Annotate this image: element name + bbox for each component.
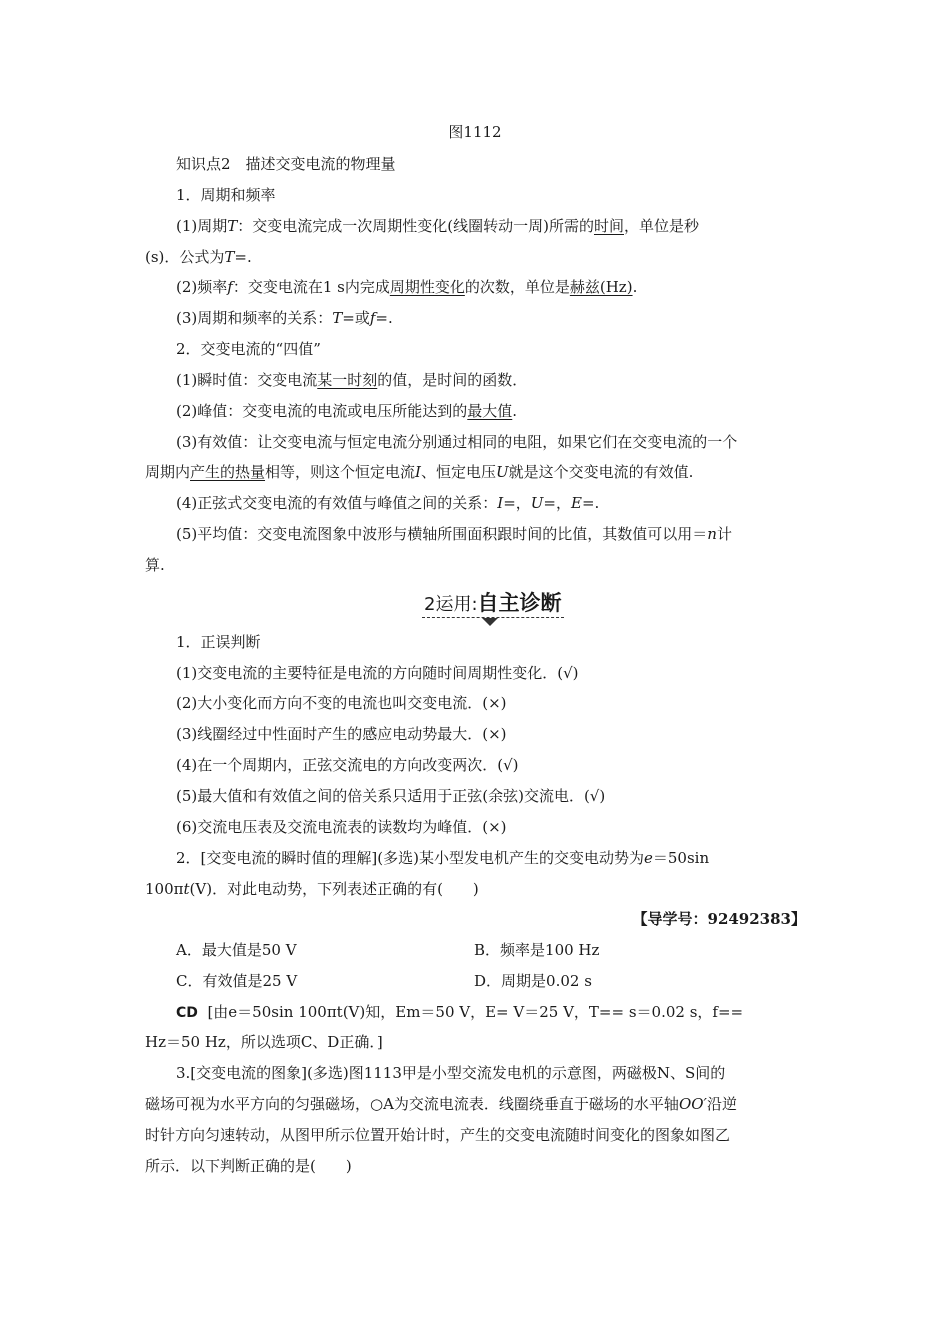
subheading-four-values: 2．交变电流的“四值” xyxy=(176,340,321,358)
question3-line1: 3.[交变电流的图象](多选)图1113甲是小型交流发电机的示意图，两磁极N、S间的 xyxy=(176,1064,726,1082)
judgement-heading: 1．正误判断 xyxy=(176,633,261,651)
judgement-item: (3)线圈经过中性面时产生的感应电动势最大．(×) xyxy=(176,725,507,743)
average-value-line1: (5)平均值：交变电流图象中波形与横轴所围面积跟时间的比值，其数值可以用＝n计 xyxy=(176,525,732,543)
effective-value-line2: 周期内产生的热量相等，则这个恒定电流I、恒定电压U就是这个交变电流的有效值. xyxy=(145,463,694,481)
option-b: B．频率是100 Hz xyxy=(474,941,600,959)
question3-line3: 时针方向匀速转动，从图甲所示位置开始计时，产生的交变电流随时间变化的图象如图乙 xyxy=(145,1126,731,1144)
judgement-item: (4)在一个周期内，正弦交流电的方向改变两次．(√) xyxy=(176,756,519,774)
frequency-definition: (2)频率f：交变电流在1 s内完成周期性变化的次数，单位是赫兹(Hz). xyxy=(176,278,638,296)
judgement-item: (6)交流电压表及交流电流表的读数均为峰值．(×) xyxy=(176,818,507,836)
option-d: D．周期是0.02 s xyxy=(474,972,592,990)
option-a: A．最大值是50 V xyxy=(176,941,297,959)
sine-relation: (4)正弦式交变电流的有效值与峰值之间的关系：I=，U=，E=. xyxy=(176,494,600,512)
section-heading: 知识点2 描述交变电流的物理量 xyxy=(176,155,396,173)
judgement-item: (5)最大值和有效值之间的倍关系只适用于正弦(余弦)交流电．(√) xyxy=(176,787,606,805)
period-definition-line1: (1)周期T：交变电流完成一次周期性变化(线圈转动一周)所需的时间，单位是秒 xyxy=(176,217,700,235)
question3-line2: 磁场可视为水平方向的匀强磁场，○A为交流电流表．线圈绕垂直于磁场的水平轴OO′沿逆 xyxy=(145,1095,737,1113)
judgement-item: (2)大小变化而方向不变的电流也叫交变电流．(×) xyxy=(176,694,507,712)
triangle-down-icon xyxy=(482,618,498,626)
banner-heading: 自主诊断 xyxy=(477,591,562,615)
subheading-period-frequency: 1．周期和频率 xyxy=(176,186,276,204)
guide-number: 【导学号：92492383】 xyxy=(632,910,806,928)
judgement-item: (1)交变电流的主要特征是电流的方向随时间周期性变化．(√) xyxy=(176,664,579,682)
figure-caption: 图1112 xyxy=(448,123,502,141)
answer-tag: CD xyxy=(176,1005,198,1021)
section-banner xyxy=(0,589,950,629)
banner-number: 2 xyxy=(424,594,436,615)
question3-line4: 所示．以下判断正确的是( ) xyxy=(145,1157,352,1175)
effective-value-line1: (3)有效值：让交变电流与恒定电流分别通过相同的电阻，如果它们在交变电流的一个 xyxy=(176,433,738,451)
question2-line2: 100πt(V)．对此电动势，下列表述正确的有( ) xyxy=(145,880,479,898)
answer-line1: CD [由e＝50sin 100πt(V)知，Em＝50 V，E= V＝25 V，T== s＝0.02 s，f== xyxy=(176,1003,744,1021)
option-c: C．有效值是25 V xyxy=(176,972,298,990)
peak-value: (2)峰值：交变电流的电流或电压所能达到的最大值. xyxy=(176,402,518,420)
banner-title xyxy=(422,589,564,618)
question2-line1: 2．[交变电流的瞬时值的理解](多选)某小型发电机产生的交变电动势为e＝50sin xyxy=(176,849,710,867)
average-value-line2: 算. xyxy=(145,556,165,574)
period-definition-line2: (s)．公式为T=. xyxy=(145,248,252,266)
instant-value: (1)瞬时值：交变电流某一时刻的值，是时间的函数． xyxy=(176,371,528,389)
banner-label: 运用: xyxy=(435,594,478,615)
answer-line2: Hz＝50 Hz，所以选项C、D正确．] xyxy=(145,1033,383,1051)
period-frequency-relation: (3)周期和频率的关系：T=或f=. xyxy=(176,309,393,327)
